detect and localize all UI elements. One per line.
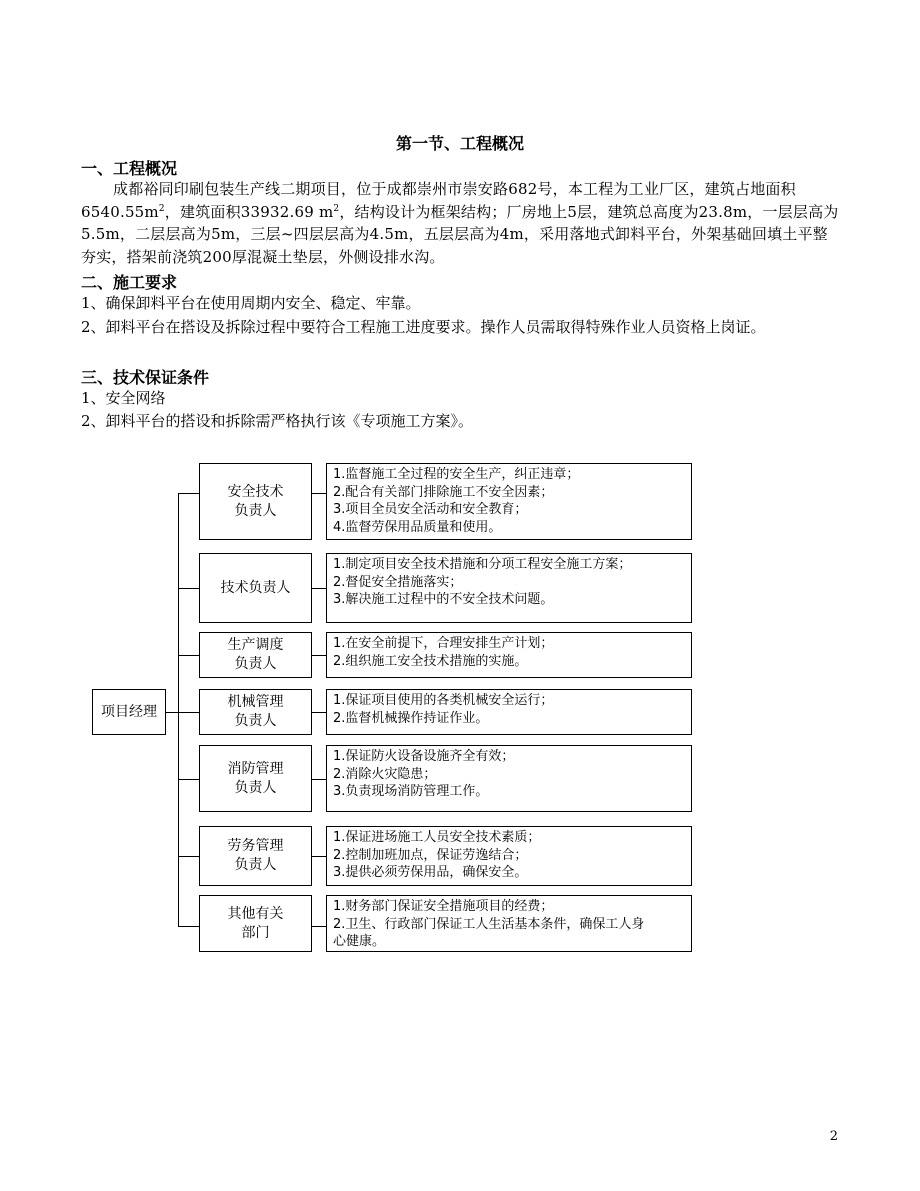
- connector: [178, 856, 200, 857]
- role-label: 技术负责人: [220, 579, 291, 596]
- section-heading-requirements: 二、施工要求: [81, 273, 178, 292]
- overview-paragraph: [81, 178, 843, 268]
- role-box: [199, 745, 312, 812]
- connector: [311, 712, 327, 713]
- duty-item: 2.监督机械操作持证作业。: [333, 710, 489, 726]
- duties-box: [326, 553, 692, 623]
- role-label: 负责人: [234, 857, 277, 873]
- duty-item: 1.财务部门保证安全措施项目的经费；: [333, 899, 554, 914]
- overview-sup-1: 2: [158, 203, 165, 214]
- duty-item: 4.监督劳保用品质量和使用。: [333, 519, 502, 535]
- connector: [178, 588, 200, 589]
- duty-item: 2.督促安全措施落实；: [333, 574, 463, 590]
- role-label: 生产调度: [227, 637, 284, 653]
- section-heading-conditions: 三、技术保证条件: [81, 368, 210, 387]
- role-label: 负责人: [234, 713, 277, 729]
- connector: [178, 712, 200, 713]
- project-manager-box: 项目经理: [92, 689, 166, 735]
- page-title: 第一节、工程概况: [395, 134, 524, 153]
- overview-sup-2: 2: [333, 203, 340, 214]
- duty-item: 2.控制加班加点，保证劳逸结合；: [333, 847, 528, 863]
- role-label: 其他有关: [227, 905, 284, 922]
- overview-text-1: 成都裕同印刷包装生产线二期项目，位于成都崇州市崇安路682号，本工程为工业厂区，建筑占地面积6540.55m: [81, 180, 796, 221]
- role-label: 消防管理: [227, 760, 284, 777]
- duty-item: 1.保证进场施工人员安全技术素质；: [333, 830, 541, 845]
- duties-box: [326, 895, 692, 952]
- role-label: 负责人: [234, 656, 277, 672]
- overview-text-2: ，建筑面积33932.69 m: [164, 202, 334, 221]
- duty-item: 2.消除火灾隐患；: [333, 766, 437, 782]
- role-label: 部门: [241, 924, 270, 941]
- condition-item: 2、卸料平台的搭设和拆除需严格执行该《专项施工方案》。: [81, 412, 474, 430]
- connector: [311, 493, 327, 494]
- connector: [178, 493, 200, 494]
- duties-box: [326, 745, 692, 812]
- condition-item: 1、安全网络: [81, 389, 166, 407]
- connector: [311, 856, 327, 857]
- role-label: 负责人: [234, 779, 277, 796]
- duties-box: [326, 826, 692, 886]
- duty-item: 3.解决施工过程中的不安全技术问题。: [333, 592, 554, 607]
- role-box: [199, 826, 312, 886]
- duty-item: 2.卫生、行政部门保证工人生活基本条件，确保工人身: [333, 916, 645, 932]
- connector: [311, 655, 327, 656]
- duty-item: 2.组织施工安全技术措施的实施。: [333, 653, 528, 669]
- duty-item: 3.提供必须劳保用品，确保安全。: [333, 865, 528, 880]
- connector: [311, 926, 327, 927]
- duty-item: 3.项目全员安全活动和安全教育；: [333, 502, 528, 517]
- duty-item: 3.负责现场消防管理工作。: [333, 784, 489, 799]
- duty-item: 1.在安全前提下，合理安排生产计划；: [333, 636, 554, 651]
- connector: [178, 655, 200, 656]
- role-box: [199, 895, 312, 952]
- requirement-item: 2、卸料平台在搭设及拆除过程中要符合工程施工进度要求。操作人员需取得特殊作业人员资格上岗证。: [81, 318, 766, 336]
- duty-item: 1.监督施工全过程的安全生产，纠正违章；: [333, 467, 580, 482]
- role-label: 机械管理: [227, 694, 284, 710]
- role-box: [199, 463, 312, 540]
- connector: [165, 712, 179, 713]
- role-label: 安全技术: [227, 483, 284, 500]
- connector: [311, 779, 327, 780]
- role-box: [199, 553, 312, 623]
- section-heading-overview: 一、工程概况: [81, 159, 178, 178]
- duties-box: [326, 632, 692, 678]
- overview-text-3: ，结构设计为框架结构；厂房地上5层，建筑总高度为23.8m，一层层高为5.5m，二层层高为5m，三层~四层层高为4.5m，五层层高为4m，采用落地式卸料平台，外架基础回填土平整夯实，搭架前浇筑200厚混凝土垫层，外侧设排水沟。: [81, 202, 839, 266]
- role-box: [199, 632, 312, 678]
- connector: [178, 779, 200, 780]
- requirement-item: 1、确保卸料平台在使用周期内安全、稳定、牢靠。: [81, 294, 421, 312]
- duty-item: 2.配合有关部门排除施工不安全因素；: [333, 484, 554, 500]
- page-number: 2: [829, 1129, 838, 1144]
- role-label: 劳务管理: [227, 838, 284, 854]
- role-box: [199, 689, 312, 735]
- duty-item: 1.保证防火设备设施齐全有效；: [333, 749, 515, 764]
- connector: [178, 926, 200, 927]
- duties-box: [326, 689, 692, 735]
- role-label: 负责人: [234, 502, 277, 519]
- trunk-line: [178, 493, 179, 926]
- duties-box: [326, 463, 692, 540]
- duty-item: 心健康。: [333, 934, 386, 949]
- connector: [311, 588, 327, 589]
- duty-item: 1.制定项目安全技术措施和分项工程安全施工方案；: [333, 557, 632, 572]
- duty-item: 1.保证项目使用的各类机械安全运行；: [333, 693, 554, 708]
